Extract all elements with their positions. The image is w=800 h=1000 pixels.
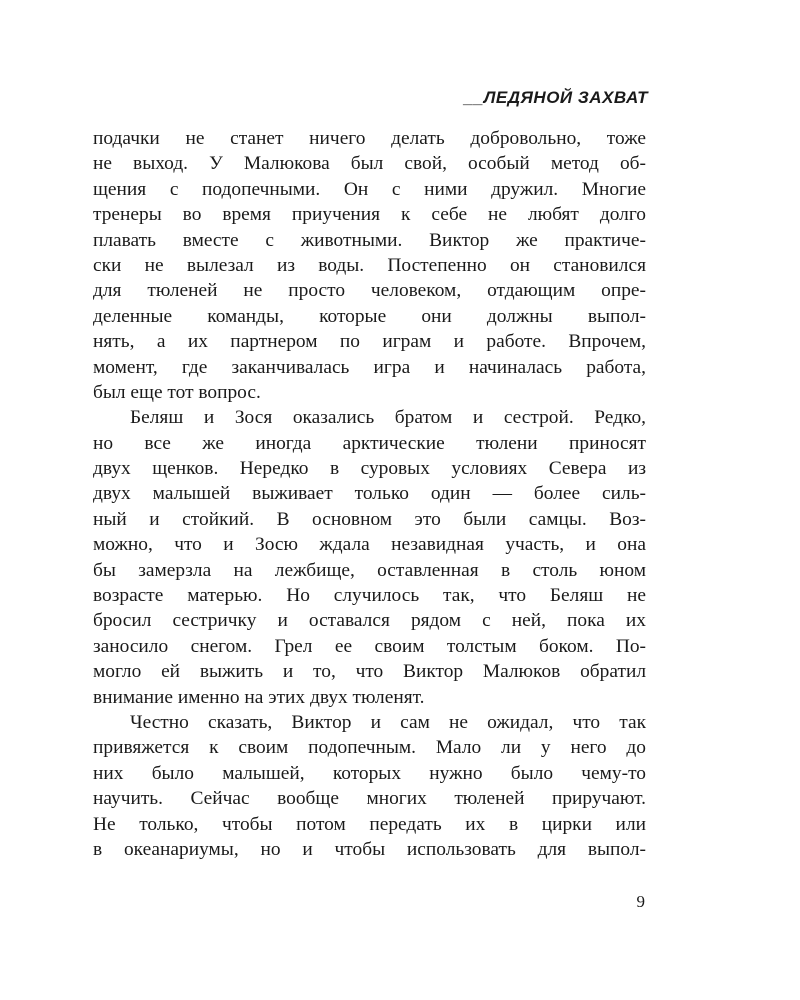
text-line: двух щенков. Нередко в суровых условиях Севера из — [93, 458, 646, 480]
text-line: научить. Сейчас вообще многих тюленей приручают. — [93, 788, 646, 810]
text-line: бы замерзла на лежбище, оставленная в столь юном — [93, 559, 646, 581]
text-line: заносило снегом. Грел ее своим толстым боком. По- — [93, 635, 646, 657]
body-text — [93, 126, 646, 862]
text-line: тренеры во время приучения к себе не любят долго — [93, 204, 646, 226]
page-number: 9 — [636, 892, 645, 911]
text-line: привяжется к своим подопечным. Мало ли у него до — [93, 737, 646, 759]
text-line: нять, а их партнером по играм и работе. Впрочем, — [93, 331, 646, 353]
text-line: них было малышей, которых нужно было чему-то — [93, 762, 646, 784]
text-line: ный и стойкий. В основном это были самцы. Воз- — [93, 508, 646, 530]
running-header: __ЛЕДЯНОЙ ЗАХВАТ — [463, 88, 648, 107]
text-line: подачки не станет ничего делать добровольно, тоже — [93, 128, 646, 149]
text-line: Честно сказать, Виктор и сам не ожидал, что так — [130, 711, 646, 733]
text-line: был еще тот вопрос. — [93, 381, 261, 403]
text-line: щения с подопечными. Он с ними дружил. Многие — [93, 178, 646, 200]
text-line: не выход. У Малюкова был свой, особый метод об- — [93, 153, 646, 175]
text-line: ски не вылезал из воды. Постепенно он становился — [93, 254, 646, 276]
text-line: Беляш и Зося оказались братом и сестрой. Редко, — [130, 407, 646, 429]
text-line: бросил сестричку и оставался рядом с ней, пока их — [93, 610, 646, 632]
text-line: момент, где заканчивалась игра и начиналась работа, — [93, 356, 646, 378]
text-line: внимание именно на этих двух тюленят. — [93, 686, 425, 708]
text-line: можно, что и Зосю ждала незавидная участь, и она — [93, 534, 646, 556]
text-line: плавать вместе с животными. Виктор же практиче- — [93, 229, 646, 251]
text-line: деленные команды, которые они должны выпол- — [93, 305, 646, 327]
text-line: могло ей выжить и то, что Виктор Малюков обратил — [93, 661, 646, 683]
text-line: Не только, чтобы потом передать их в цирки или — [93, 813, 646, 835]
text-line: возрасте матерью. Но случилось так, что Беляш не — [93, 585, 646, 607]
text-line: но все же иногда арктические тюлени приносят — [93, 432, 646, 454]
text-line: для тюленей не просто человеком, отдающим опре- — [93, 280, 646, 302]
text-line: в океанариумы, но и чтобы использовать для выпол- — [93, 838, 646, 860]
text-line: двух малышей выживает только один — более силь- — [93, 483, 646, 505]
